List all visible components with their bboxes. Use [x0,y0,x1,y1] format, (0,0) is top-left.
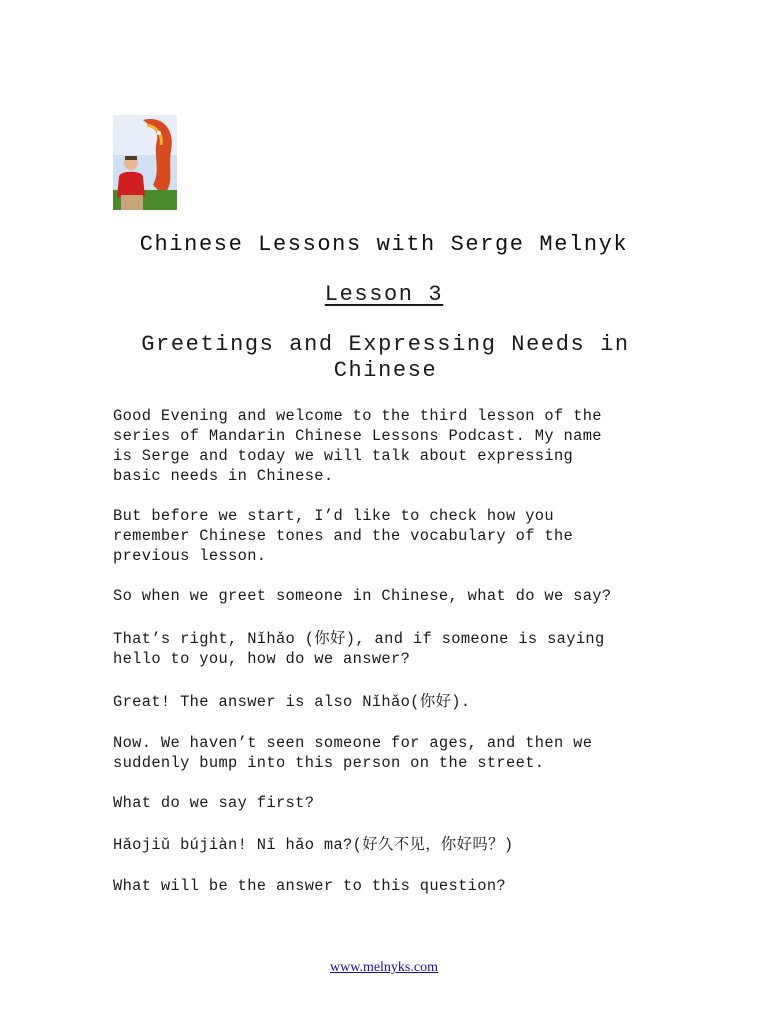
paragraph-nihao: That’s right, Nǐhǎo (你好), and if someone is saying hello to you, how do we answer? [113,630,605,668]
paragraph-question-first: What do we say first? [113,794,315,812]
paragraph-intro: Good Evening and welcome to the third lesson of the series of Mandarin Chinese Lessons Podcast. My name is Serge and today we will talk about expressing basic needs in Chinese. [113,407,602,485]
paragraph-question-greet: So when we greet someone in Chinese, what do we say? [113,587,612,605]
paragraph-question-answer: What will be the answer to this question? [113,877,507,895]
paragraph-haojiu: Hǎojiǔ bújiàn! Nǐ hǎo ma?(好久不见，你好吗？) [113,836,514,854]
paragraph-answer: Great! The answer is also Nǐhǎo(你好). [113,693,471,711]
lesson-subtitle: Greetings and Expressing Needs in Chinese [141,332,630,383]
footer [0,960,768,976]
footer-website-link[interactable]: www.melnyks.com [330,960,438,975]
paragraph-review: But before we start, I’d like to check how you remember Chinese tones and the vocabulary of the previous lesson. [113,507,574,565]
lesson-label: Lesson 3 [324,282,444,307]
document-title: Chinese Lessons with Serge Melnyk [139,232,629,257]
lesson-heading [0,282,768,307]
paragraph-scenario: Now. We haven’t seen someone for ages, and then we suddenly bump into this person on the street. [113,734,593,772]
author-photo [113,115,177,210]
